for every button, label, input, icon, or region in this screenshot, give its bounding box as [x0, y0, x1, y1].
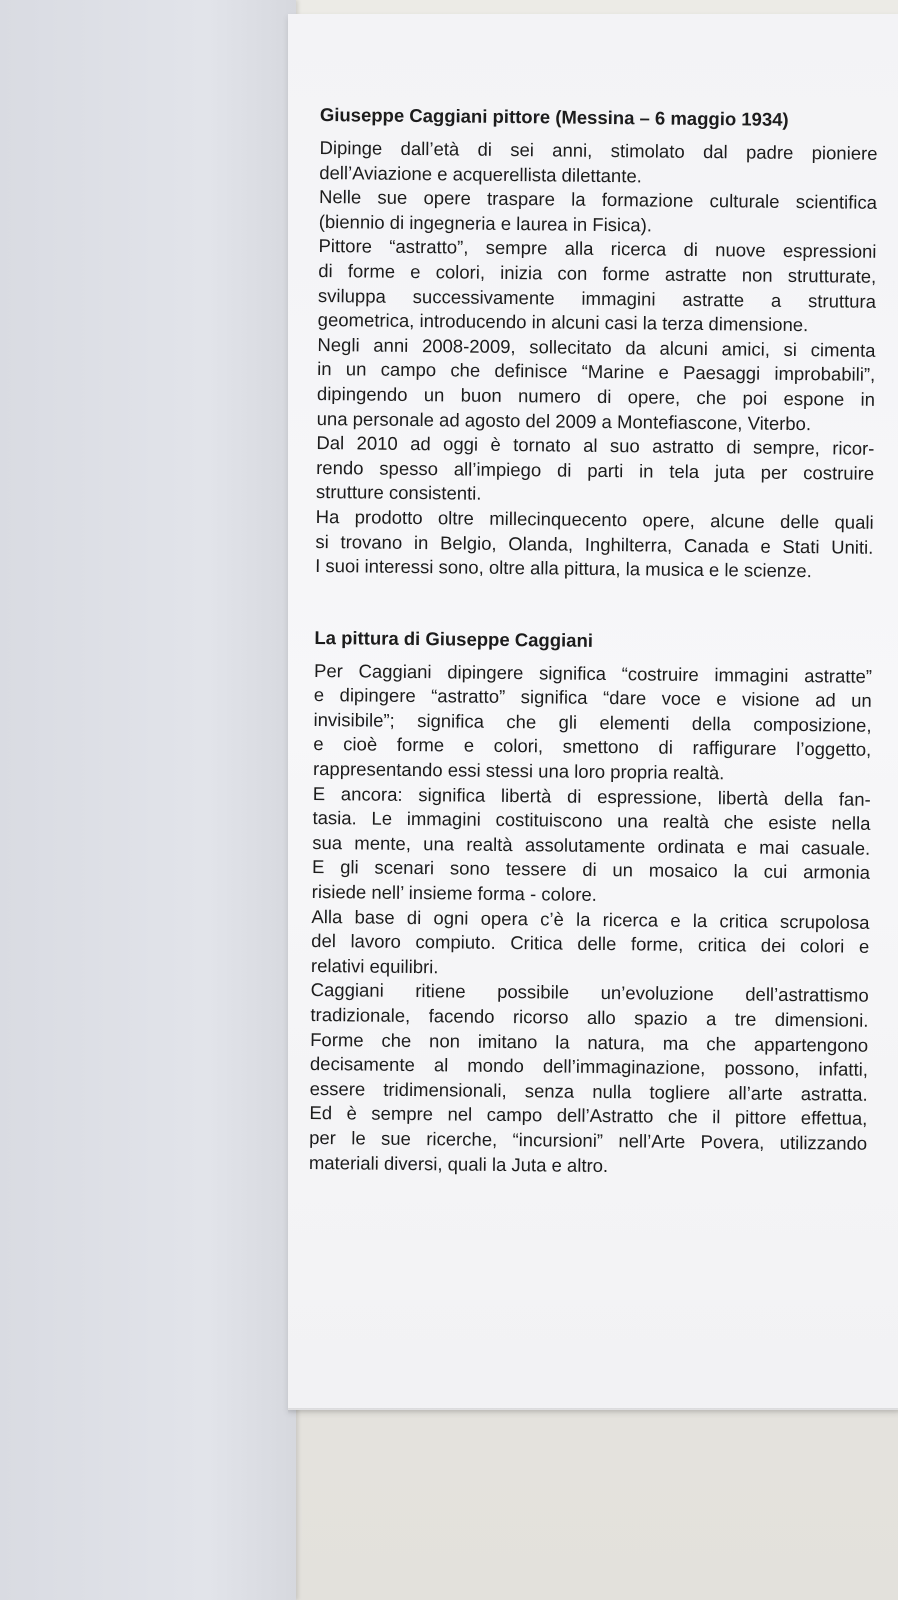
text-line: invisibile”; significa che gli elementi della composizione, — [313, 708, 872, 736]
text-line: rendo spesso all’impiego di parti in tela juta per costruire — [316, 456, 875, 484]
text-line: una personale ad agosto del 2009 a Montefiascone, Viterbo. — [316, 407, 812, 434]
text-line: sviluppa successivamente immagini astratte a struttura — [317, 284, 877, 312]
text-line: Pittore “astratto”, sempre alla ricerca di nuove espressioni — [318, 235, 877, 263]
text-line: Ed è sempre nel campo dell’Astratto che il pittore effettua, — [309, 1102, 868, 1130]
text-line: dipingendo un buon numero di opere, che poi espone in — [316, 382, 876, 410]
text-line: E ancora: significa libertà di espressione, libertà della fan- — [312, 782, 871, 810]
painting-title: La pittura di Giuseppe Caggiani — [314, 626, 594, 651]
text-line: per le sue ricerche, “incursioni” nell’Arte Povera, utilizzando — [309, 1126, 868, 1154]
text-line: Per Caggiani dipingere significa “costruire immagini astratte” — [313, 659, 873, 687]
bio-title: Giuseppe Caggiani pittore (Messina – 6 maggio 1934) — [319, 104, 789, 130]
text-line: del lavoro compiuto. Critica delle forme, critica dei colori e — [311, 930, 870, 958]
text-line: tasia. Le immagini costituiscono una realtà che esiste nella — [312, 807, 871, 835]
text-line: geometrica, introducendo in alcuni casi la terza dimensione. — [317, 309, 809, 336]
text-line: E gli scenari sono tessere di un mosaico la cui armonia — [311, 856, 871, 884]
text-line: Negli anni 2008-2009, sollecitato da alcuni amici, si cimenta — [317, 333, 876, 361]
text-line: relativi equilibri. — [310, 954, 439, 978]
text-line: Alla base di ogni opera c’è la ricerca e la critica scrupolosa — [311, 905, 870, 933]
text-line: materiali diversi, quali la Juta e altro. — [308, 1151, 609, 1176]
text-line: di forme e colori, inizia con forme astratte non strutturate, — [318, 259, 877, 287]
text-line: Dipinge dall’età di sei anni, stimolato dal padre pioniere — [319, 136, 878, 164]
sheet-shadow — [288, 1408, 898, 1414]
text-line: rappresentando essi stessi una loro propria realtà. — [312, 758, 725, 784]
left-page — [0, 0, 296, 1600]
painting-paragraphs — [309, 659, 872, 1181]
text-line: e dipingere “astratto” significa “dare voce e visione ad un — [313, 684, 872, 712]
text-line: Nelle sue opere traspare la formazione culturale scientifica — [318, 186, 878, 214]
text-line: decisamente al mondo dell’immaginazione, possono, infatti, — [309, 1053, 869, 1080]
text-line: Forme che non imitano la natura, ma che appartengono — [310, 1028, 869, 1056]
text-column — [309, 104, 878, 1181]
text-line: dell’Aviazione e acquerellista dilettante. — [319, 161, 642, 186]
text-line: in un campo che definisce “Marine e Paesaggi improbabili”, — [317, 358, 876, 386]
bio-paragraphs — [315, 136, 878, 585]
text-line: strutture consistenti. — [315, 481, 482, 505]
text-line: Dal 2010 ad oggi è tornato al suo astratto di sempre, ricor- — [316, 432, 875, 459]
text-line: risiede nell’ insieme forma - colore. — [311, 880, 598, 905]
text-line: I suoi interessi sono, oltre alla pittura, la musica e le scienze. — [315, 555, 812, 582]
text-line: Caggiani ritiene possibile un’evoluzione dell’astrattismo — [310, 979, 869, 1007]
text-line: si trovano in Belgio, Olanda, Inghilterra, Canada e Stati Uniti. — [315, 530, 874, 558]
text-line: sua mente, una realtà assolutamente ordinata e mai casuale. — [312, 831, 871, 859]
text-line: tradizionale, facendo ricorso allo spazio a tre dimensioni. — [310, 1003, 869, 1031]
text-line: Ha prodotto oltre millecinquecento opere, alcune delle quali — [315, 505, 874, 533]
text-line: e cioè forme e colori, smettono di raffigurare l’oggetto, — [313, 733, 872, 761]
text-line: (biennio di ingegneria e laurea in Fisica). — [318, 210, 653, 236]
text-line: essere tridimensionali, senza nulla togliere all’arte astratta. — [309, 1077, 868, 1105]
